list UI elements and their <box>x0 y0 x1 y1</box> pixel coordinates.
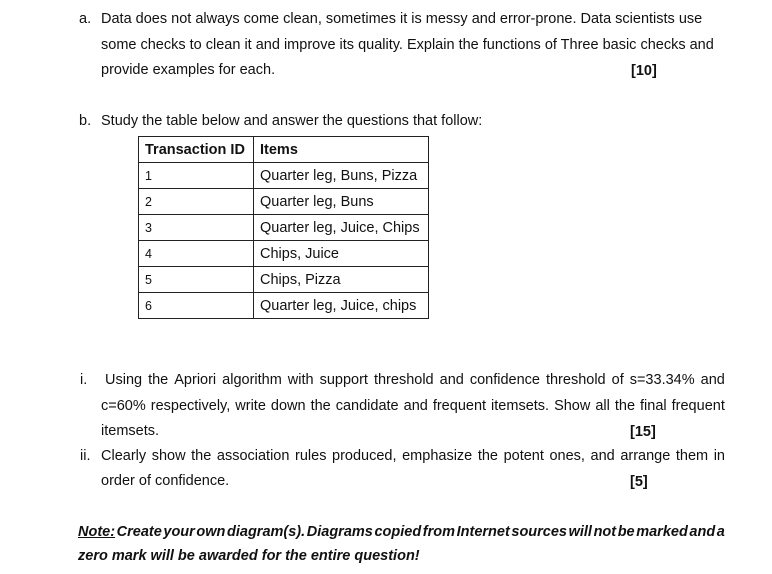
word: of <box>611 372 624 388</box>
word: algorithm <box>222 372 282 388</box>
word: itemsets. <box>491 398 550 414</box>
word: sources <box>511 524 567 540</box>
transaction-id-cell: 6 <box>139 293 254 319</box>
items-cell: Quarter leg, Buns, Pizza <box>254 163 429 189</box>
word: and <box>590 448 615 464</box>
word: the <box>191 448 212 464</box>
word: and <box>700 372 725 388</box>
part-a-line-2: some checks to clean it and improve its quality. Explain the functions of Three basic checks and <box>101 37 714 53</box>
word: with <box>287 372 314 388</box>
word: arrange <box>620 448 671 464</box>
word: produced, <box>332 448 397 464</box>
question-ii-marks: [5] <box>630 474 648 490</box>
word: potent <box>503 448 544 464</box>
word: marked <box>636 524 688 540</box>
word: from <box>422 524 456 540</box>
word: down <box>270 398 306 414</box>
word: confidence <box>469 372 540 388</box>
word: Create <box>116 524 162 540</box>
word: candidate <box>335 398 399 414</box>
word: s=33.34% <box>629 372 695 388</box>
word: the <box>614 398 636 414</box>
header-items: Items <box>254 137 429 163</box>
table-row <box>139 189 429 215</box>
word: diagram(s). <box>227 524 306 540</box>
note-line-2: zero mark will be awarded for the entire question! <box>78 548 420 564</box>
transactions-table <box>138 136 429 319</box>
part-b-label: b. <box>79 113 92 129</box>
header-transaction-id: Transaction ID <box>139 137 254 163</box>
transaction-id-cell: 4 <box>139 241 254 267</box>
word: write <box>235 398 266 414</box>
word: Using <box>105 372 143 388</box>
question-ii-line-2: order of confidence. <box>101 473 230 489</box>
word: all <box>595 398 610 414</box>
word: and <box>689 524 716 540</box>
word: support <box>319 372 368 388</box>
word: frequent <box>671 398 725 414</box>
table-row <box>139 293 429 319</box>
word: not <box>593 524 617 540</box>
table-row <box>139 163 429 189</box>
word: be <box>617 524 635 540</box>
word: Clearly <box>101 448 147 464</box>
word: Internet <box>456 524 510 540</box>
word: the <box>310 398 331 414</box>
table-header-row <box>139 137 429 163</box>
word: your <box>163 524 195 540</box>
word: will <box>568 524 592 540</box>
items-cell: Chips, Pizza <box>254 267 429 293</box>
part-a-label: a. <box>79 11 92 27</box>
word: threshold <box>373 372 434 388</box>
items-cell: Chips, Juice <box>254 241 429 267</box>
word: ones, <box>549 448 585 464</box>
word: Diagrams <box>306 524 373 540</box>
word: a <box>716 524 725 540</box>
word: them <box>675 448 709 464</box>
items-cell: Quarter leg, Buns <box>254 189 429 215</box>
question-i-line-2 <box>101 398 725 414</box>
word: show <box>151 448 186 464</box>
question-i-marks: [15] <box>630 424 656 440</box>
table-row <box>139 241 429 267</box>
note-line-1 <box>78 524 725 540</box>
items-cell: Quarter leg, Juice, chips <box>254 293 429 319</box>
word: threshold <box>545 372 606 388</box>
word: in <box>713 448 725 464</box>
items-cell: Quarter leg, Juice, Chips <box>254 215 429 241</box>
part-a-line-1: Data does not always come clean, sometimes it is messy and error-prone. Data scientists use <box>101 11 703 27</box>
word: and <box>439 372 464 388</box>
table-row <box>139 267 429 293</box>
transaction-id-cell: 2 <box>139 189 254 215</box>
question-ii-label: ii. <box>80 448 91 464</box>
word: own <box>196 524 226 540</box>
word: frequent <box>432 398 487 414</box>
transaction-id-cell: 1 <box>139 163 254 189</box>
word: c=60% <box>101 398 146 414</box>
question-ii-line-1 <box>101 448 725 464</box>
part-b-intro: Study the table below and answer the questions that follow: <box>101 113 483 129</box>
transaction-id-cell: 5 <box>139 267 254 293</box>
question-i-label: i. <box>80 372 88 388</box>
word: the <box>148 372 169 388</box>
word: the <box>477 448 498 464</box>
part-a-line-3: provide examples for each. <box>101 62 276 78</box>
word: Apriori <box>174 372 217 388</box>
word: final <box>640 398 667 414</box>
word: Show <box>554 398 591 414</box>
table-row <box>139 215 429 241</box>
question-i-line-3: itemsets. <box>101 423 160 439</box>
word: and <box>403 398 428 414</box>
word: copied <box>374 524 422 540</box>
transaction-id-cell: 3 <box>139 215 254 241</box>
word: rules <box>295 448 327 464</box>
note-label: Note: <box>78 524 116 540</box>
word: respectively, <box>150 398 231 414</box>
word: emphasize <box>402 448 473 464</box>
part-a-marks: [10] <box>631 63 657 79</box>
word: association <box>216 448 290 464</box>
question-i-line-1 <box>105 372 725 388</box>
